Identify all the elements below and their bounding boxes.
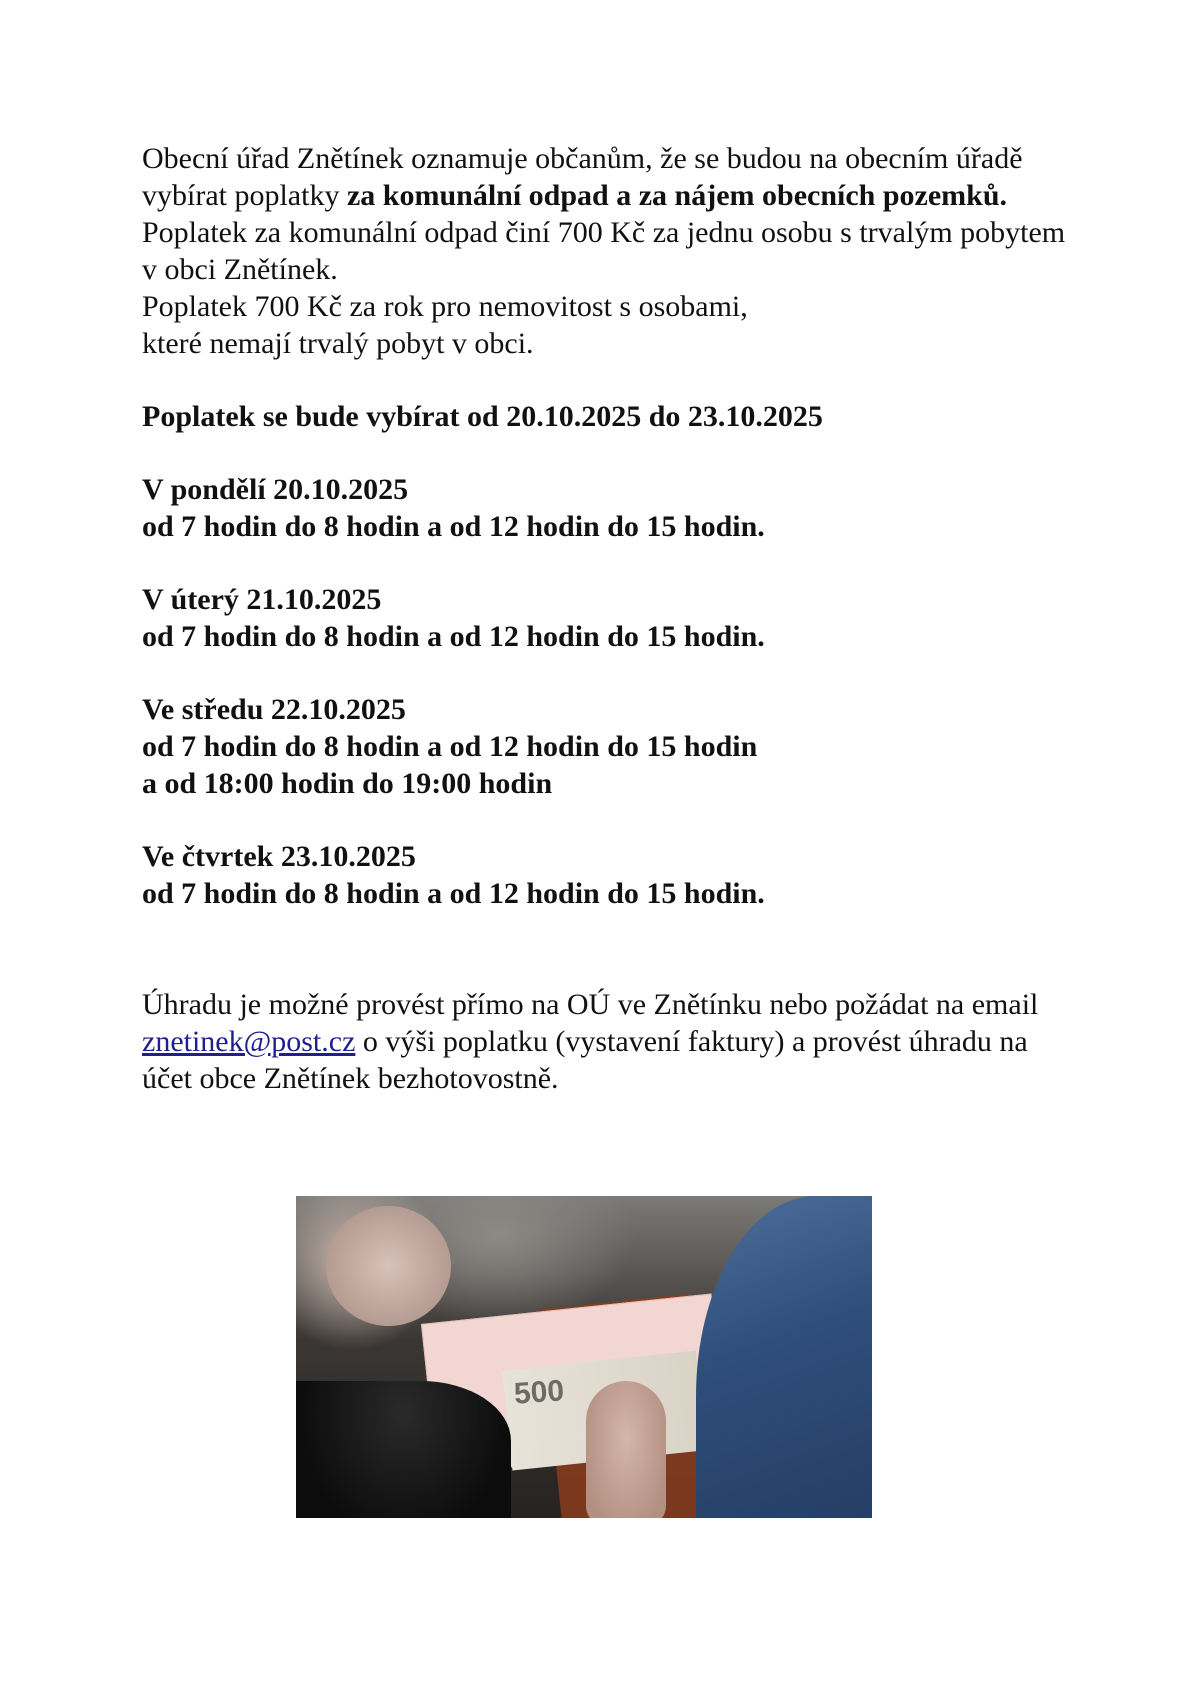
photo-hand [326,1206,451,1326]
schedule-hours: od 7 hodin do 8 hodin a od 12 hodin do 15 hodin [142,730,758,763]
schedule-day: V úterý 21.10.2025 [142,583,382,616]
spacer [142,912,1082,986]
photo-banknote-value: 500 [512,1374,566,1411]
schedule-hours-evening: a od 18:00 hodin do 19:00 hodin [142,767,553,800]
fee-property-line-2: které nemají trvalý pobyt v obci. [142,327,534,360]
schedule-tuesday [142,581,1082,655]
schedule-hours: od 7 hodin do 8 hodin a od 12 hodin do 15 hodin. [142,620,765,653]
schedule-wednesday [142,691,1082,802]
fee-per-person: Poplatek za komunální odpad činí 700 Kč za jednu osobu s trvalým pobytem v obci Znětínek. [142,216,1066,286]
intro-bold-text: za komunální odpad a za nájem obecních pozemků. [346,179,1008,212]
payment-paragraph [142,986,1082,1097]
photo-wallet [296,1381,511,1518]
schedule-monday [142,471,1082,545]
spacer [142,802,1082,838]
collection-period: Poplatek se bude vybírat od 20.10.2025 do 23.10.2025 [142,400,823,433]
spacer [142,362,1082,398]
spacer [142,435,1082,471]
schedule-hours: od 7 hodin do 8 hodin a od 12 hodin do 15 hodin. [142,510,765,543]
schedule-day: V pondělí 20.10.2025 [142,473,409,506]
fee-property-line-1: Poplatek 700 Kč za rok pro nemovitost s osobami, [142,290,748,323]
photo-jacket [696,1196,872,1518]
email-link[interactable]: znetinek@post.cz [142,1025,356,1058]
intro-text: Obecní úřad Znětínek oznamuje občanům, že se budou na obecním úřadě vybírat poplatky [142,142,1023,212]
schedule-thursday [142,838,1082,912]
payment-text-before: Úhradu je možné provést přímo na OÚ ve Znětínku nebo požádat na email [142,988,1039,1021]
schedule-hours: od 7 hodin do 8 hodin a od 12 hodin do 15 hodin. [142,877,765,910]
spacer [142,655,1082,691]
photo-thumb [586,1381,666,1518]
payment-text-after: o výši poplatku (vystavení faktury) a provést úhradu na účet obce Znětínek bezhotovostně. [142,1025,1028,1095]
intro-paragraph [142,140,1082,214]
schedule-day: Ve čtvrtek 23.10.2025 [142,840,416,873]
payment-photo [296,1196,872,1518]
schedule-day: Ve středu 22.10.2025 [142,693,406,726]
notice-document [142,140,1082,1097]
spacer [142,545,1082,581]
